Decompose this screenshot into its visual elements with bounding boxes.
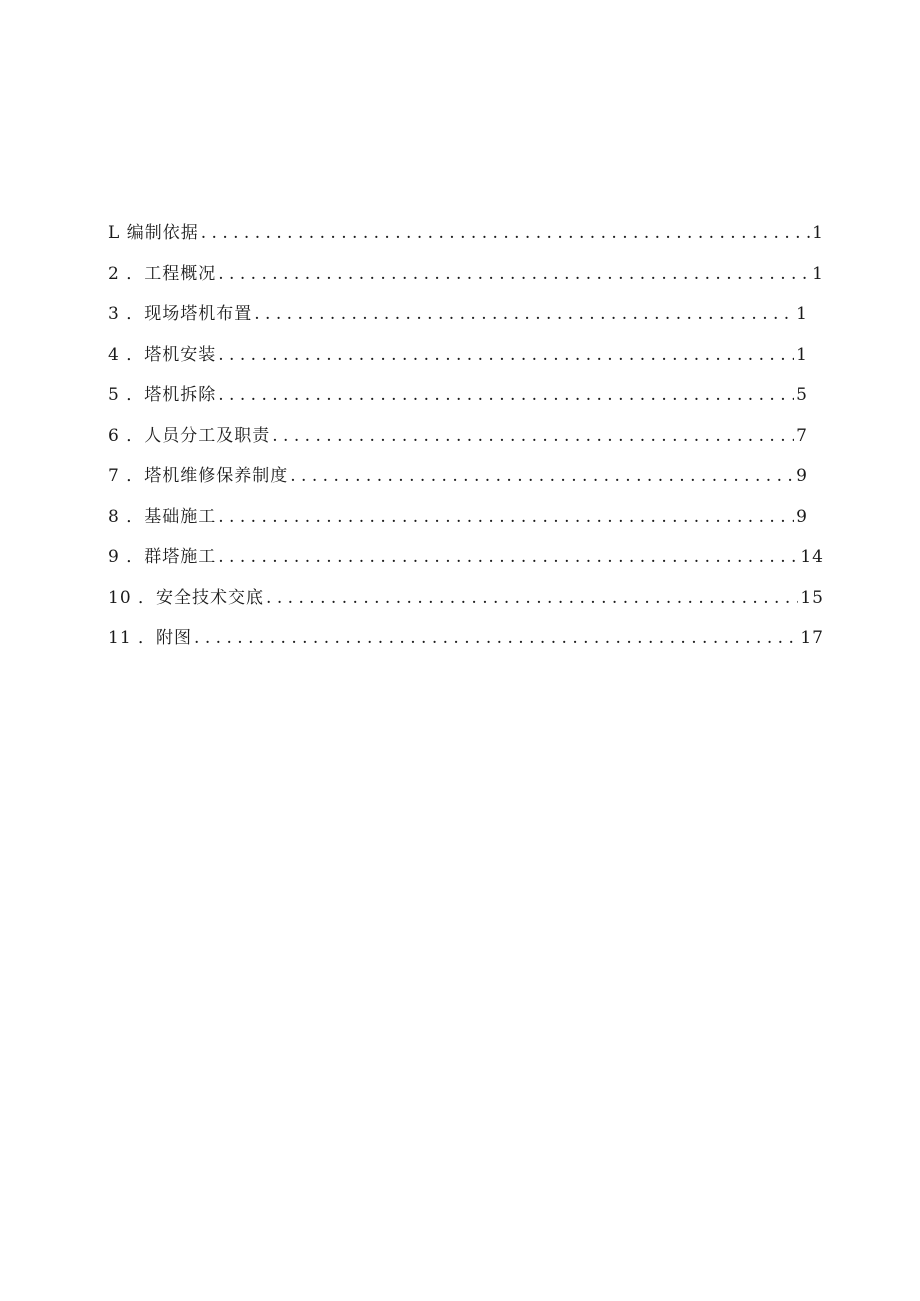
toc-entry-page: 14	[800, 547, 824, 567]
toc-entry-title: L 编制依据	[108, 223, 199, 243]
toc-entry-title: 8 ．基础施工	[108, 506, 217, 527]
toc-leader-dots	[218, 507, 794, 527]
toc-leader-dots	[218, 385, 794, 405]
toc-leader-dots	[218, 264, 810, 284]
toc-entry-title: 4 ．塔机安装	[108, 344, 217, 365]
toc-entry-page: 9	[796, 506, 808, 527]
toc-leader-dots	[218, 547, 798, 567]
toc-leader-dots	[266, 588, 798, 608]
toc-entry-title: 2 ．工程概况	[108, 263, 217, 284]
toc-entry-page: 1	[812, 263, 824, 284]
table-of-contents	[108, 218, 824, 664]
toc-entry[interactable]	[108, 461, 824, 502]
toc-entry[interactable]	[108, 299, 824, 340]
toc-entry-page: 9	[796, 466, 808, 486]
toc-entry-title: 6 ．人员分工及职责	[108, 425, 271, 446]
toc-entry[interactable]	[108, 340, 824, 381]
toc-entry-title: 5 ．塔机拆除	[108, 385, 217, 405]
toc-entry-page: 15	[800, 587, 824, 608]
toc-entry-page: 1	[796, 304, 808, 324]
toc-entry[interactable]	[108, 502, 824, 543]
toc-entry[interactable]	[108, 218, 824, 259]
toc-leader-dots	[290, 466, 794, 486]
toc-leader-dots	[201, 223, 810, 243]
toc-leader-dots	[194, 628, 798, 648]
toc-entry[interactable]	[108, 583, 824, 624]
toc-entry-title: 9 ．群塔施工	[108, 547, 217, 567]
toc-entry[interactable]	[108, 623, 824, 664]
toc-entry-title: 3 ．现场塔机布置	[108, 304, 253, 324]
toc-entry-title: 7 ．塔机维修保养制度	[108, 466, 289, 486]
toc-leader-dots	[254, 304, 794, 324]
toc-entry[interactable]	[108, 380, 824, 421]
toc-entry[interactable]	[108, 542, 824, 583]
toc-entry-page: 1	[796, 344, 808, 365]
toc-entry[interactable]	[108, 259, 824, 300]
toc-entry[interactable]	[108, 421, 824, 462]
toc-entry-page: 1	[812, 223, 824, 243]
toc-entry-title: 10 ．安全技术交底	[108, 587, 265, 608]
toc-entry-title: 11 ．附图	[108, 628, 193, 648]
toc-entry-page: 5	[796, 385, 808, 405]
toc-entry-page: 7	[796, 425, 808, 446]
toc-leader-dots	[272, 426, 794, 446]
toc-leader-dots	[218, 345, 794, 365]
toc-entry-page: 17	[800, 628, 824, 648]
